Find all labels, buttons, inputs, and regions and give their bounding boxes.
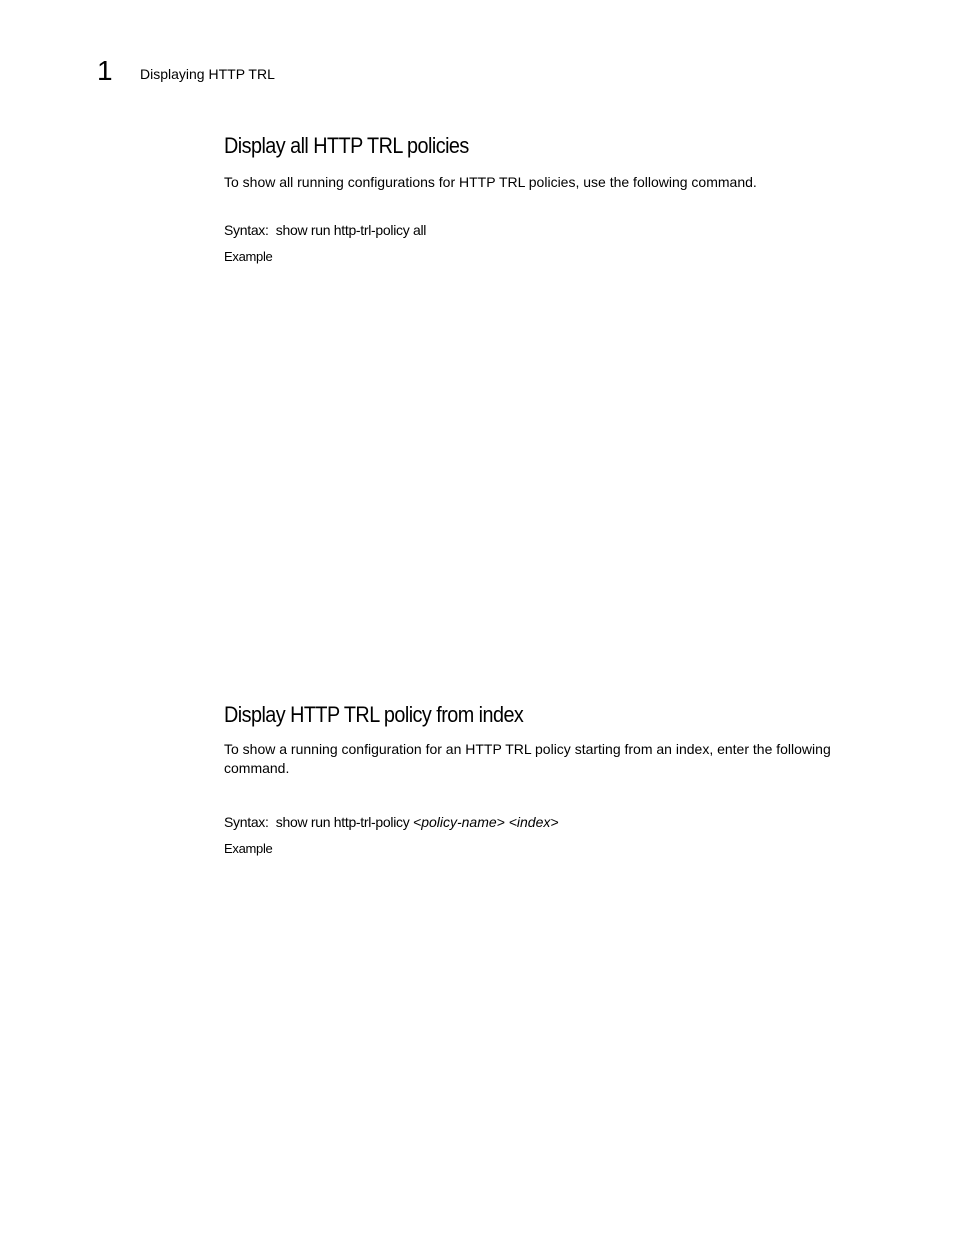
syntax-command: show run http-trl-policy all — [275, 222, 427, 238]
running-header-title: Displaying HTTP TRL — [140, 66, 275, 82]
syntax-label: Syntax: — [224, 814, 269, 830]
syntax-command: show run http-trl-policy — [275, 814, 410, 830]
example-label: Example — [224, 249, 273, 264]
section-heading: Display all HTTP TRL policies — [224, 133, 469, 158]
syntax-arguments: <policy-name> <index> — [413, 814, 559, 830]
chapter-number: 1 — [97, 55, 113, 86]
syntax-line — [224, 813, 874, 831]
section-description: To show all running configurations for HTTP TRL policies, use the following command. — [224, 174, 757, 190]
section-description: To show a running configuration for an HTTP TRL policy starting from an index, enter the following command. — [224, 741, 831, 776]
section-display-policy-from-index — [224, 702, 874, 857]
section-display-all-policies — [224, 133, 874, 265]
example-label: Example — [224, 841, 273, 856]
syntax-line — [224, 221, 874, 239]
syntax-label: Syntax: — [224, 222, 269, 238]
section-heading: Display HTTP TRL policy from index — [224, 702, 524, 727]
